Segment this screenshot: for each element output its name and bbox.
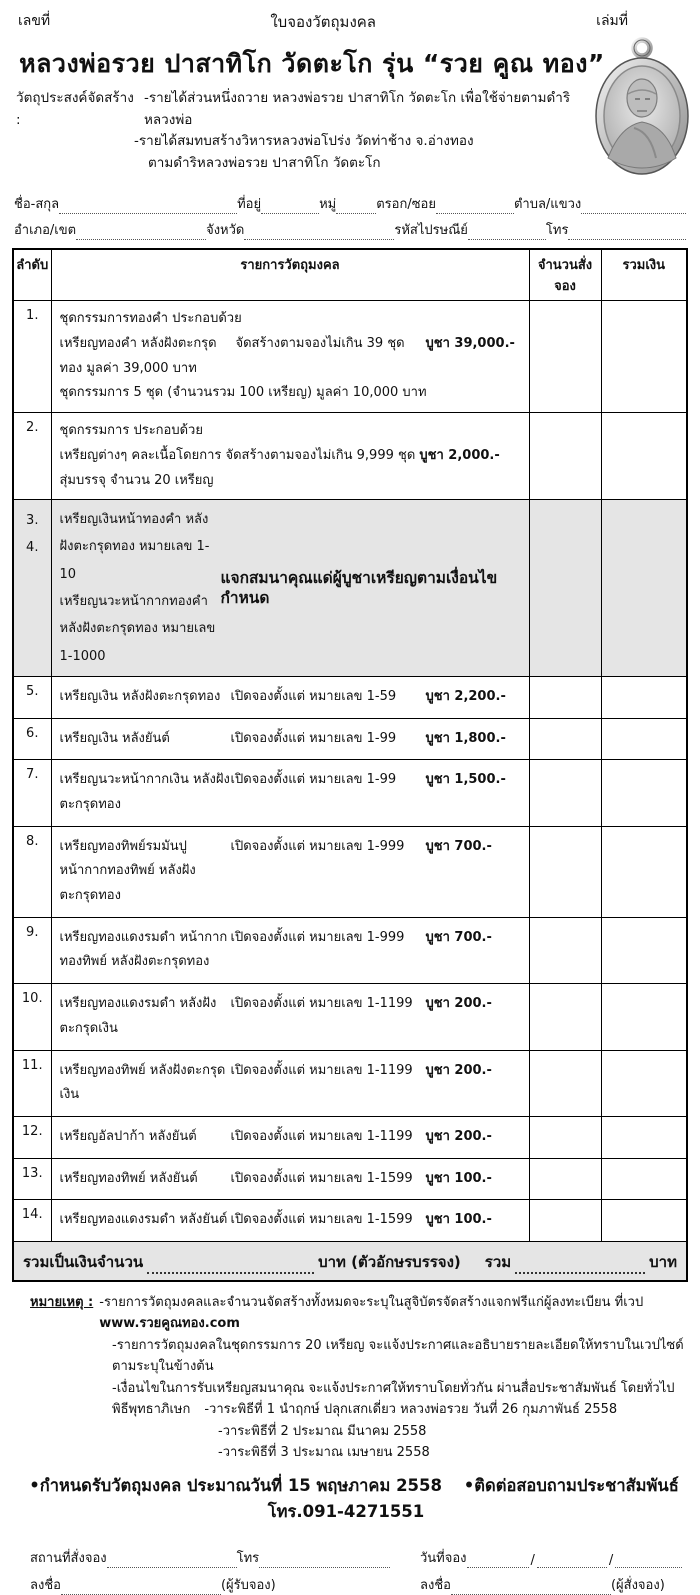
order-month-field[interactable] xyxy=(537,1555,607,1568)
item-open-numbers: เปิดจองตั้งแต่ หมายเลข 1-1199 xyxy=(230,996,413,1012)
doc-no-label: เลขที่ xyxy=(18,13,51,29)
item-open-numbers: เปิดจองตั้งแต่ หมายเลข 1-99 xyxy=(230,772,397,788)
customer-row-1 xyxy=(14,188,686,214)
order-tel-field[interactable] xyxy=(259,1555,390,1568)
address-label: ที่อยู่ xyxy=(237,197,262,213)
province-label: จังหวัด xyxy=(206,223,245,239)
purpose-line-3: ตามดำริหลวงพ่อรวย ปาสาทิโก วัดตะโก xyxy=(148,154,381,171)
note-line-3: -เงื่อนไขในการรับเหรียญสมนาคุณ จะแจ้งประกาศให้ทราบโดยทั่วกัน ผ่านสื่อประชาสัมพันธ์ โดยทั่วไป xyxy=(112,1380,675,1396)
item-no: 5. xyxy=(13,676,51,718)
table-row xyxy=(13,917,687,983)
item-price: บูชา 200.- xyxy=(425,1062,492,1078)
row1-price: บูชา 39,000.- xyxy=(425,336,515,352)
order-day-field[interactable] xyxy=(467,1555,529,1568)
item-name: เหรียญนวะหน้ากากเงิน หลังฝังตะกรุดทอง xyxy=(59,772,230,813)
item-description xyxy=(51,676,529,718)
item-no: 11. xyxy=(13,1050,51,1116)
item-no: 2. xyxy=(13,413,51,500)
item-name: เหรียญนวะหน้ากากทองคำ หลังฝังตะกรุดทอง หมายเลข 1-1000 xyxy=(59,594,216,664)
total-baht-text: บาท (ตัวอักษรบรรจง) xyxy=(318,1252,461,1271)
item-price: บูชา 2,200.- xyxy=(425,688,506,704)
sum-cell[interactable] xyxy=(601,413,687,500)
delivery-date-text: •กำหนดรับวัตถุมงคล ประมาณวันที่ 15 พฤษภาคม 2558 xyxy=(29,1476,442,1496)
item-name: เหรียญเงินหน้าทองคำ หลังฝังตะกรุดทอง หมายเลข 1-10 xyxy=(59,512,210,582)
item-open-numbers: เปิดจองตั้งแต่ หมายเลข 1-59 xyxy=(230,688,397,704)
province-field[interactable] xyxy=(244,227,394,240)
row2-limit-note: จัดสร้างตามจองไม่เกิน 9,999 ชุด xyxy=(225,447,416,463)
order-place-field[interactable] xyxy=(107,1555,237,1568)
zipcode-label: รหัสไปรษณีย์ xyxy=(394,223,468,239)
total-sum-field[interactable] xyxy=(515,1259,645,1274)
item-price: บูชา 200.- xyxy=(425,996,492,1012)
sum-cell[interactable] xyxy=(601,500,687,677)
soi-field[interactable] xyxy=(436,201,514,214)
qty-cell[interactable] xyxy=(529,984,601,1050)
item-description xyxy=(51,301,529,413)
table-row xyxy=(13,1116,687,1158)
sign-label: ลงชื่อ xyxy=(30,1578,61,1594)
sum-cell[interactable] xyxy=(601,676,687,718)
col-header-item: รายการวัตถุมงคล xyxy=(51,249,529,301)
item-name: เหรียญเงิน หลังฝังตะกรุดทอง xyxy=(59,688,221,704)
qty-cell[interactable] xyxy=(529,301,601,413)
item-no: 14. xyxy=(13,1200,51,1242)
total-baht-label: บาท xyxy=(649,1252,677,1271)
item-open-numbers: เปิดจองตั้งแต่ หมายเลข 1-999 xyxy=(230,929,405,945)
total-label: รวมเป็นเงินจำนวน xyxy=(23,1252,144,1271)
monk-amulet-icon xyxy=(592,36,692,178)
name-label: ชื่อ-สกุล xyxy=(14,197,60,213)
item-open-numbers: เปิดจองตั้งแต่ หมายเลข 1-99 xyxy=(230,730,397,746)
item-description xyxy=(51,760,529,826)
table-row xyxy=(13,718,687,760)
sum-cell[interactable] xyxy=(601,984,687,1050)
soi-label: ตรอก/ซอย xyxy=(376,197,436,213)
note-line-1: -รายการวัตถุมงคลและจำนวนจัดสร้างทั้งหมดจะระบุในสูจิบัตรจัดสร้างแจกฟรีแก่ผู้ลงทะเบียน ที่เวป xyxy=(99,1294,644,1310)
note-website: www.รวยคูณทอง.com xyxy=(99,1316,240,1332)
ceremony-label: พิธีพุทธาภิเษก xyxy=(112,1402,191,1418)
qty-cell[interactable] xyxy=(529,413,601,500)
table-row xyxy=(13,1200,687,1242)
table-row xyxy=(13,1158,687,1200)
item-name: เหรียญทองแดงรมดำ หลังฝังตะกรุดเงิน xyxy=(59,996,217,1036)
sum-cell[interactable] xyxy=(601,1200,687,1242)
qty-cell[interactable] xyxy=(529,1200,601,1242)
item-description xyxy=(51,718,529,760)
book-no-label: เล่มที่ xyxy=(596,13,628,29)
sum-cell[interactable] xyxy=(601,917,687,983)
item-open-numbers: เปิดจองตั้งแต่ หมายเลข 1-1599 xyxy=(230,1170,413,1186)
item-price: บูชา 100.- xyxy=(425,1170,492,1186)
item-open-numbers: เปิดจองตั้งแต่ หมายเลข 1-1199 xyxy=(230,1062,413,1078)
item-name: เหรียญทองแดงรมดำ หลังยันต์ xyxy=(59,1212,228,1228)
total-cell xyxy=(13,1241,687,1281)
item-name: เหรียญอัลปาก้า หลังยันต์ xyxy=(59,1128,197,1144)
item-description xyxy=(51,917,529,983)
sum-cell[interactable] xyxy=(601,826,687,917)
item-description xyxy=(51,1050,529,1116)
sum-cell[interactable] xyxy=(601,718,687,760)
qty-cell[interactable] xyxy=(529,676,601,718)
table-row xyxy=(13,301,687,413)
table-header-row xyxy=(13,249,687,301)
item-description xyxy=(51,984,529,1050)
purpose-line-1: -รายได้ส่วนหนึ่งถวาย หลวงพ่อรวย ปาสาทิโก วัดตะโก เพื่อใช้จ่ายตามดำริหลวงพ่อ xyxy=(143,90,571,128)
item-no: 7. xyxy=(13,760,51,826)
item-no: 9. xyxy=(13,917,51,983)
row1-line2: เหรียญทองคำ หลังฝังตะกรุดทอง มูลค่า 39,000 บาท xyxy=(59,336,217,376)
table-row xyxy=(13,760,687,826)
purpose-line-2: -รายได้สมทบสร้างวิหารหลวงพ่อโปร่ง วัดท่าช้าง จ.อ่างทอง xyxy=(134,133,474,150)
notes-section xyxy=(30,1292,688,1464)
band-description xyxy=(51,500,529,677)
item-name: เหรียญทองทิพย์ หลังยันต์ xyxy=(59,1170,198,1186)
total-sum-label: รวม xyxy=(484,1252,512,1271)
signature-section xyxy=(12,1541,688,1595)
qty-cell[interactable] xyxy=(529,826,601,917)
item-no: 3. xyxy=(26,513,39,529)
item-price: บูชา 700.- xyxy=(425,929,492,945)
tel-label: โทร xyxy=(545,223,569,239)
qty-cell[interactable] xyxy=(529,917,601,983)
note-line-2: -รายการวัตถุมงคลในชุดกรรมการ 20 เหรียญ จะแจ้งประกาศและอธิบายรายละเอียดให้ทราบในเวปไซด์ ตามระบุในข้างต้น xyxy=(112,1337,684,1375)
district-field[interactable] xyxy=(76,227,206,240)
item-no: 13. xyxy=(13,1158,51,1200)
item-price: บูชา 200.- xyxy=(425,1128,492,1144)
date-slash: / xyxy=(530,1553,535,1569)
qty-cell[interactable] xyxy=(529,500,601,677)
top-line xyxy=(12,8,688,34)
table-row xyxy=(13,676,687,718)
amulet-order-table xyxy=(12,248,688,1282)
item-price: บูชา 100.- xyxy=(425,1212,492,1228)
address-field[interactable] xyxy=(261,201,319,214)
qty-cell[interactable] xyxy=(529,1050,601,1116)
orderer-label: (ผู้สั่งจอง) xyxy=(610,1578,665,1594)
item-no: 4. xyxy=(26,540,39,556)
sign-label: ลงชื่อ xyxy=(420,1578,451,1594)
purpose-section xyxy=(16,88,601,174)
date-slash: / xyxy=(608,1553,614,1569)
item-no: 12. xyxy=(13,1116,51,1158)
item-no: 6. xyxy=(13,718,51,760)
item-no: 1. xyxy=(13,301,51,413)
sum-cell[interactable] xyxy=(601,760,687,826)
table-row xyxy=(13,413,687,500)
subdistrict-label: ตำบล/แขวง xyxy=(513,197,582,213)
sum-row xyxy=(13,1241,687,1281)
sum-cell[interactable] xyxy=(601,301,687,413)
table-row-band xyxy=(13,500,687,677)
form-title: ใบจองวัตถุมงคล xyxy=(270,13,376,31)
subdistrict-field[interactable] xyxy=(581,201,686,214)
item-description xyxy=(51,413,529,500)
district-label: อำเภอ/เขต xyxy=(14,223,77,239)
footer-schedule-line xyxy=(12,1473,688,1525)
item-open-numbers: เปิดจองตั้งแต่ หมายเลข 1-1599 xyxy=(230,1212,413,1228)
table-row xyxy=(13,826,687,917)
item-price: บูชา 1,800.- xyxy=(425,730,506,746)
ceremony-line-1: -วาระพิธีที่ 1 นำฤกษ์ ปลุกเสกเดี่ยว หลวงพ่อรวย วันที่ 26 กุมภาพันธ์ 2558 xyxy=(204,1402,618,1418)
qty-cell[interactable] xyxy=(529,1158,601,1200)
item-description xyxy=(51,1116,529,1158)
amulet-medallion-image xyxy=(592,36,692,178)
row2-line1: ชุดกรรมการ ประกอบด้วย xyxy=(59,423,203,439)
order-date-label: วันที่จอง xyxy=(420,1551,467,1567)
item-name: เหรียญทองทิพย์รมมันปู หน้ากากทองทิพย์ หลังฝังตะกรุดทอง xyxy=(59,838,196,904)
ceremony-line-2: -วาระพิธีที่ 2 ประมาณ มีนาคม 2558 xyxy=(218,1423,427,1439)
moo-field[interactable] xyxy=(336,201,376,214)
qty-cell[interactable] xyxy=(529,760,601,826)
row2-line2: เหรียญต่างๆ คละเนื้อโดยการสุ่มบรรจุ จำนวน 20 เหรียญ xyxy=(59,447,222,488)
sum-cell[interactable] xyxy=(601,1116,687,1158)
item-name: เหรียญทองทิพย์ หลังฝังตะกรุดเงิน xyxy=(59,1062,226,1103)
row1-limit-note: จัดสร้างตามจองไม่เกิน 39 ชุด xyxy=(235,336,405,352)
customer-row-2 xyxy=(14,214,686,240)
moo-label: หมู่ xyxy=(319,197,337,213)
col-header-no: ลำดับ xyxy=(13,249,51,301)
item-no: 10. xyxy=(13,984,51,1050)
item-name: เหรียญทองแดงรมดำ หน้ากากทองทิพย์ หลังฝังตะกรุดทอง xyxy=(59,929,228,970)
item-no: 8. xyxy=(13,826,51,917)
name-field[interactable] xyxy=(59,201,237,214)
order-place-label: สถานที่สั่งจอง xyxy=(30,1551,107,1567)
sum-cell[interactable] xyxy=(601,1158,687,1200)
col-header-sum: รวมเงิน xyxy=(601,249,687,301)
item-open-numbers: เปิดจองตั้งแต่ หมายเลข 1-999 xyxy=(230,838,405,854)
band-no-cell xyxy=(13,500,51,677)
total-amount-text-field[interactable] xyxy=(147,1259,314,1274)
item-price: บูชา 700.- xyxy=(425,838,492,854)
receiver-sign-field[interactable] xyxy=(61,1582,221,1595)
orderer-sign-field[interactable] xyxy=(451,1582,611,1595)
table-row xyxy=(13,984,687,1050)
qty-cell[interactable] xyxy=(529,1116,601,1158)
row1-line1: ชุดกรรมการทองคำ ประกอบด้วย xyxy=(59,311,242,327)
qty-cell[interactable] xyxy=(529,718,601,760)
row2-price: บูชา 2,000.- xyxy=(419,447,500,463)
item-open-numbers: เปิดจองตั้งแต่ หมายเลข 1-1199 xyxy=(230,1128,413,1144)
order-tel-label: โทร xyxy=(236,1551,260,1567)
table-row xyxy=(13,1050,687,1116)
customer-info-section xyxy=(12,188,688,240)
row1-line3: ชุดกรรมการ 5 ชุด (จำนวนรวม 100 เหรียญ) มูลค่า 10,000 บาท xyxy=(59,385,427,401)
ceremony-line-3: -วาระพิธีที่ 3 ประมาณ เมษายน 2558 xyxy=(218,1445,430,1461)
order-year-field[interactable] xyxy=(615,1555,682,1568)
page-title: หลวงพ่อรวย ปาสาทิโก วัดตะโก รุ่น “รวย คูณ ทอง” xyxy=(19,49,605,78)
contact-phone-text: •ติดต่อสอบถามประชาสัมพันธ์ โทร.091-4271551 xyxy=(267,1476,679,1522)
amulet-table-body xyxy=(13,301,687,1281)
zipcode-field[interactable] xyxy=(468,227,546,240)
item-description xyxy=(51,1158,529,1200)
sum-cell[interactable] xyxy=(601,1050,687,1116)
item-price: บูชา 1,500.- xyxy=(425,772,506,788)
item-description xyxy=(51,1200,529,1242)
complimentary-note: แจกสมนาคุณแด่ผู้บูชาเหรียญตามเงื่อนไขกำหนด xyxy=(220,568,498,608)
item-description xyxy=(51,826,529,917)
receiver-label: (ผู้รับจอง) xyxy=(220,1578,276,1594)
item-name: เหรียญเงิน หลังยันต์ xyxy=(59,730,170,746)
tel-field[interactable] xyxy=(568,227,686,240)
notes-label: หมายเหตุ : xyxy=(30,1294,94,1310)
purpose-label: วัตถุประสงค์จัดสร้าง : xyxy=(16,90,134,128)
col-header-qty: จำนวนสั่งจอง xyxy=(529,249,601,301)
